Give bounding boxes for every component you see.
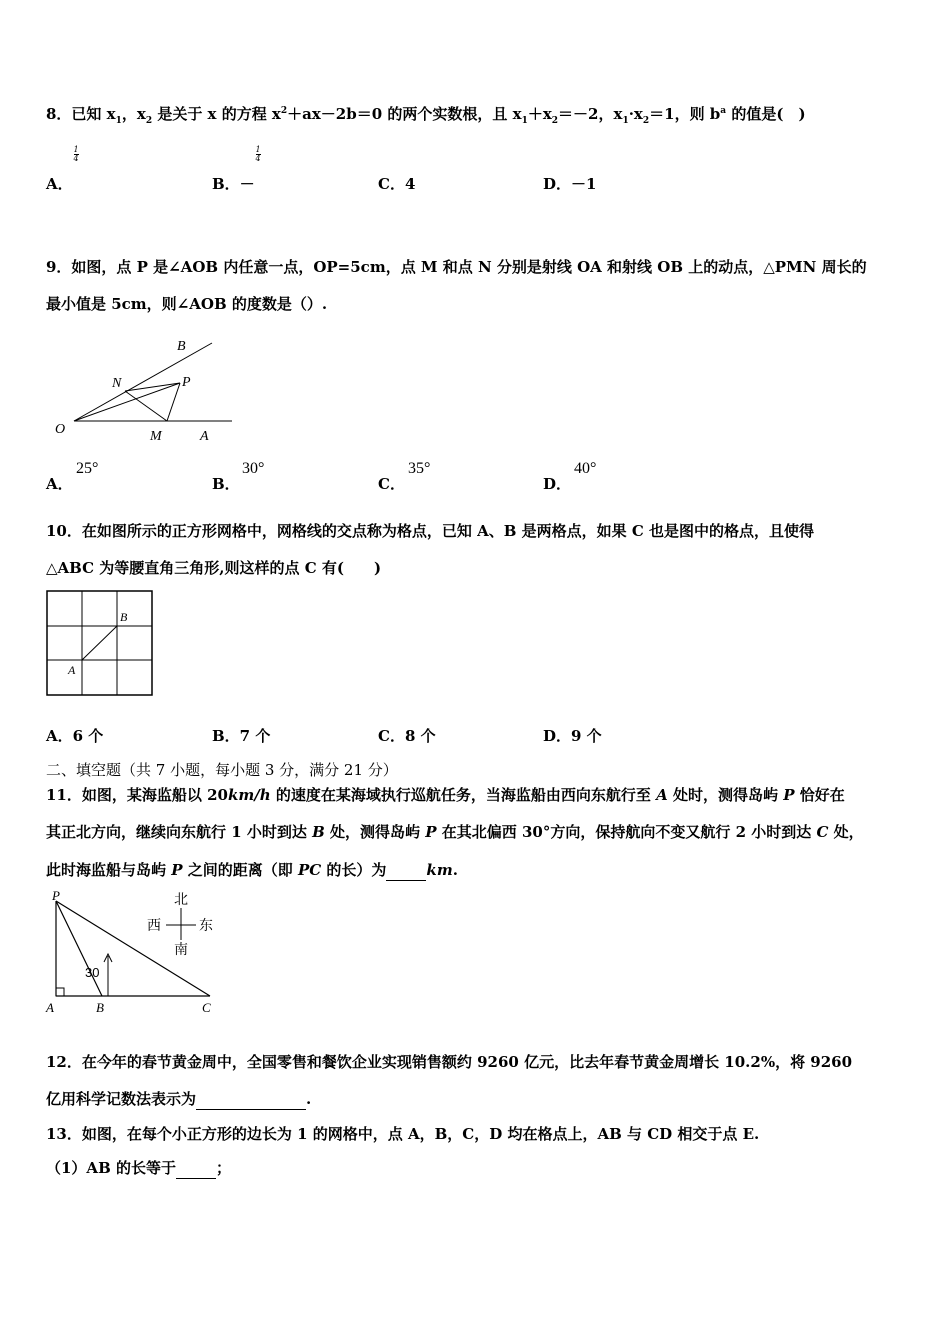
q11-figure xyxy=(44,888,224,1018)
q10-stem-line1: 10．在如图所示的正方形网格中，网格线的交点称为格点，已知 A、B 是两格点，如果 C 也是图中的格点，且使得 xyxy=(46,522,815,540)
q10-grid-figure xyxy=(46,590,154,697)
compass-east: 东 xyxy=(199,918,213,934)
q8-stem: 8．已知 $x_1$，$x_2$ 是关于 x 的方程 $x^2+ax-2b=0$ 的两个实数根，且 $x_1+x_2=-2$，$x_1\cdot x_2=1$，则 $b^a$ 的值是( ) xyxy=(46,105,806,126)
ray-ob xyxy=(74,343,212,421)
q13-stem-line1: 13．如图，在每个小正方形的边长为 1 的网格中，点 A，B，C，D 均在格点上，AB 与 CD 相交于点 E. xyxy=(46,1125,760,1143)
q13-stem-line2: （1）AB 的长等于 ； xyxy=(46,1159,231,1177)
q11-stem-line3: 此时海监船与岛屿 P 之间的距离（即 PC 的长）为 km. xyxy=(46,861,458,879)
compass-west: 西 xyxy=(147,918,161,934)
label-n: N xyxy=(112,376,122,391)
q9-option-a-value: 25° xyxy=(76,460,99,477)
q9-stem-line2: 最小值是 5cm，则∠AOB 的度数是（）. xyxy=(46,295,328,313)
angle-label: 30 xyxy=(85,965,100,980)
label-a: A xyxy=(46,1000,54,1015)
label-m: M xyxy=(150,429,162,444)
q9-option-c[interactable]: C． xyxy=(378,475,405,493)
q9-option-b-value: 30° xyxy=(242,460,265,477)
q10-option-b[interactable]: B．7 个 xyxy=(212,727,271,745)
q9-stem-line1: 9．如图，点 P 是∠AOB 内任意一点，OP=5cm，点 M 和点 N 分别是射线 OA 和射线 OB 上的动点，△PMN 周长的 xyxy=(46,258,867,276)
q9-option-d[interactable]: D． xyxy=(543,475,572,493)
q10-option-c[interactable]: C．8 个 xyxy=(378,727,436,745)
q9-option-a[interactable]: A． xyxy=(46,475,73,493)
q9-option-d-value: 40° xyxy=(574,460,597,477)
label-o: O xyxy=(55,422,66,437)
q12-answer-blank[interactable] xyxy=(196,1089,306,1110)
q8-option-d[interactable]: D．－1 xyxy=(543,175,597,193)
label-p: P xyxy=(182,375,191,390)
section-heading: 二、填空题（共 7 小题，每小题 3 分，满分 21 分） xyxy=(46,761,398,779)
q10-stem-line2: △ABC 为等腰直角三角形,则这样的点 C 有( ) xyxy=(46,559,382,577)
q8-option-a-fraction: 1 4 xyxy=(73,145,79,163)
q10-option-d[interactable]: D．9 个 xyxy=(543,727,602,745)
q8-option-a[interactable]: A． xyxy=(46,175,73,193)
q9-figure xyxy=(50,335,240,445)
segment-pm xyxy=(167,383,180,421)
label-b: B xyxy=(120,610,128,624)
q10-option-a[interactable]: A．6 个 xyxy=(46,727,104,745)
q9-option-c-value: 35° xyxy=(408,460,431,477)
label-p: P xyxy=(52,888,60,903)
q11-stem-line1: 11．如图，某海监船以 20km/h 的速度在某海域执行巡航任务，当海监船由西向东航行至 A 处时，测得岛屿 P 恰好在 xyxy=(46,786,845,804)
q13-answer-blank[interactable] xyxy=(176,1158,216,1179)
label-a: A xyxy=(68,663,76,677)
q8-option-b-fraction: 1 4 xyxy=(255,145,261,163)
segment-op xyxy=(74,383,180,421)
label-b: B xyxy=(96,1000,104,1015)
label-a: A xyxy=(200,429,209,444)
right-angle-mark xyxy=(56,988,64,996)
segment-ab xyxy=(82,626,117,660)
q8-option-b[interactable]: B．－ xyxy=(212,175,255,193)
q11-stem-line2: 其正北方向，继续向东航行 1 小时到达 B 处，测得岛屿 P 在其北偏西 30°方向，保持航向不变又航行 2 小时到达 C 处， xyxy=(46,823,864,841)
compass-north: 北 xyxy=(174,892,188,908)
label-c: C xyxy=(202,1000,211,1015)
q11-answer-blank[interactable] xyxy=(386,860,426,881)
q9-option-b[interactable]: B． xyxy=(212,475,240,493)
q12-stem-line1: 12．在今年的春节黄金周中，全国零售和餐饮企业实现销售额约 9260 亿元，比去年春节黄金周增长 10.2%，将 9260 xyxy=(46,1053,853,1071)
q12-stem-line2: 亿用科学记数法表示为 . xyxy=(46,1090,312,1108)
q8-option-c[interactable]: C．4 xyxy=(378,175,416,193)
label-b: B xyxy=(177,339,186,354)
compass-south: 南 xyxy=(174,942,188,958)
